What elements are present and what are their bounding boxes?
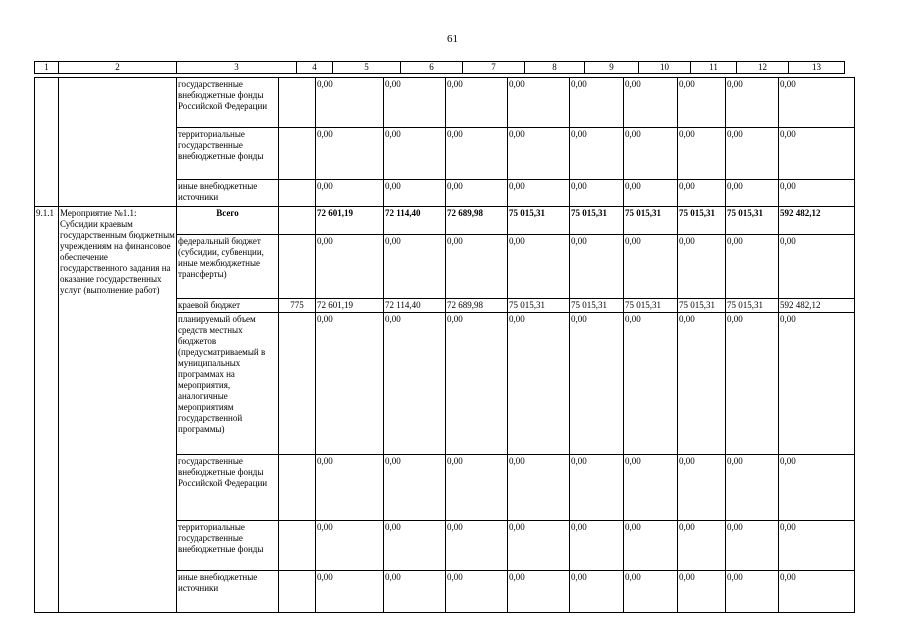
page-number: 61: [447, 33, 458, 45]
value-cell: 0,00: [570, 521, 624, 571]
value-cell: 72 601,19: [316, 207, 384, 235]
table-row: [35, 207, 855, 235]
header-col-1: 1: [35, 62, 59, 74]
value-cell: 0,00: [508, 78, 570, 128]
header-col-9: 9: [585, 62, 639, 74]
budget-code: [279, 180, 316, 207]
value-cell: 0,00: [779, 521, 855, 571]
value-cell: 0,00: [384, 78, 446, 128]
value-cell: 0,00: [779, 78, 855, 128]
value-cell: 0,00: [624, 128, 678, 180]
value-cell: 75 015,31: [726, 207, 779, 235]
measure-number: 9.1.1: [35, 207, 59, 613]
value-cell: 0,00: [316, 180, 384, 207]
value-cell: 0,00: [446, 128, 508, 180]
value-cell: 0,00: [508, 235, 570, 299]
funding-source-label: федеральный бюджет (субсидии, субвенции, иные межбюджетные трансферты): [177, 235, 279, 299]
value-cell: 0,00: [446, 571, 508, 613]
value-cell: 0,00: [624, 521, 678, 571]
value-cell: 75 015,31: [624, 207, 678, 235]
value-cell: 0,00: [446, 235, 508, 299]
budget-code: [279, 235, 316, 299]
funding-source-label: иные внебюджетные источники: [177, 571, 279, 613]
value-cell: 0,00: [508, 521, 570, 571]
continued-number-cell: [35, 78, 59, 207]
value-cell: 0,00: [384, 180, 446, 207]
funding-source-label: государственные внебюджетные фонды Российской Федерации: [177, 78, 279, 128]
value-cell: 0,00: [726, 78, 779, 128]
value-cell: 0,00: [570, 455, 624, 521]
value-cell: 75 015,31: [726, 299, 779, 313]
value-cell: 0,00: [678, 78, 726, 128]
value-cell: 0,00: [446, 78, 508, 128]
value-cell: 0,00: [779, 455, 855, 521]
value-cell: 0,00: [384, 571, 446, 613]
column-number-header: [34, 61, 845, 74]
value-cell: 0,00: [624, 235, 678, 299]
value-cell: 0,00: [726, 455, 779, 521]
value-cell: 0,00: [316, 128, 384, 180]
funding-source-label: планируемый объем средств местных бюджетов (предусматриваемый в муниципальных программах на мероприятия, аналогичные мероприятиям государственной программы): [177, 313, 279, 455]
value-cell: 0,00: [316, 455, 384, 521]
value-cell: 0,00: [624, 571, 678, 613]
continued-name-cell: [59, 78, 177, 207]
funding-source-label: государственные внебюджетные фонды Российской Федерации: [177, 455, 279, 521]
value-cell: 0,00: [508, 455, 570, 521]
budget-code: 775: [279, 299, 316, 313]
value-cell: 0,00: [678, 313, 726, 455]
header-col-4: 4: [297, 62, 333, 74]
value-cell: 0,00: [508, 180, 570, 207]
value-cell: 75 015,31: [508, 299, 570, 313]
value-cell: 72 689,98: [446, 299, 508, 313]
value-cell: 75 015,31: [570, 299, 624, 313]
header-col-12: 12: [737, 62, 789, 74]
header-col-5: 5: [333, 62, 401, 74]
value-cell: 0,00: [316, 571, 384, 613]
value-cell: 72 689,98: [446, 207, 508, 235]
value-cell: 0,00: [678, 521, 726, 571]
value-cell: 0,00: [508, 128, 570, 180]
value-cell: 0,00: [678, 571, 726, 613]
header-col-6: 6: [401, 62, 463, 74]
value-cell: 0,00: [726, 571, 779, 613]
table-row: [35, 78, 855, 128]
value-cell: 0,00: [508, 313, 570, 455]
value-cell: 72 601,19: [316, 299, 384, 313]
funding-source-label: территориальные государственные внебюджетные фонды: [177, 128, 279, 180]
value-cell: 75 015,31: [678, 299, 726, 313]
value-cell: 0,00: [446, 455, 508, 521]
funding-source-label: иные внебюджетные источники: [177, 180, 279, 207]
value-cell: 75 015,31: [508, 207, 570, 235]
header-row: [35, 62, 845, 74]
budget-code: [279, 571, 316, 613]
budget-code: [279, 455, 316, 521]
value-cell: 0,00: [779, 128, 855, 180]
value-cell: 0,00: [624, 455, 678, 521]
value-cell: 0,00: [678, 180, 726, 207]
value-cell: 0,00: [570, 235, 624, 299]
value-cell: 0,00: [678, 455, 726, 521]
value-cell: 0,00: [570, 313, 624, 455]
value-cell: 0,00: [779, 571, 855, 613]
value-cell: 0,00: [726, 180, 779, 207]
value-cell: 0,00: [779, 313, 855, 455]
header-col-13: 13: [789, 62, 845, 74]
budget-code: [279, 521, 316, 571]
header-col-10: 10: [639, 62, 691, 74]
value-cell: 0,00: [726, 128, 779, 180]
value-cell: 0,00: [570, 128, 624, 180]
value-cell: 0,00: [678, 235, 726, 299]
budget-table: [34, 77, 855, 613]
value-cell: 0,00: [384, 521, 446, 571]
header-col-8: 8: [525, 62, 585, 74]
value-cell: 0,00: [726, 235, 779, 299]
header-col-2: 2: [59, 62, 177, 74]
funding-source-label: Всего: [177, 207, 279, 235]
value-cell: 0,00: [384, 128, 446, 180]
value-cell: 75 015,31: [570, 207, 624, 235]
value-cell: 0,00: [624, 180, 678, 207]
value-cell: 0,00: [570, 180, 624, 207]
value-cell: 0,00: [316, 313, 384, 455]
value-cell: 0,00: [316, 521, 384, 571]
value-cell: 0,00: [570, 571, 624, 613]
budget-code: [279, 207, 316, 235]
value-cell: 0,00: [384, 235, 446, 299]
value-cell: 0,00: [508, 571, 570, 613]
funding-source-label: краевой бюджет: [177, 299, 279, 313]
value-cell: 75 015,31: [678, 207, 726, 235]
value-cell: 0,00: [570, 78, 624, 128]
value-cell: 0,00: [316, 235, 384, 299]
budget-code: [279, 128, 316, 180]
value-cell: 0,00: [726, 313, 779, 455]
value-cell: 592 482,12: [779, 207, 855, 235]
value-cell: 0,00: [678, 128, 726, 180]
value-cell: 0,00: [446, 521, 508, 571]
value-cell: 0,00: [446, 313, 508, 455]
value-cell: 0,00: [624, 78, 678, 128]
measure-name: Мероприятие №1.1: Субсидии краевым государственным бюджетным учреждениям на финансовое обеспечение государственного задания на оказание государственных услуг (выполнение работ): [59, 207, 177, 613]
funding-source-label: территориальные государственные внебюджетные фонды: [177, 521, 279, 571]
value-cell: 0,00: [384, 455, 446, 521]
value-cell: 0,00: [779, 235, 855, 299]
header-col-3: 3: [177, 62, 297, 74]
budget-code: [279, 78, 316, 128]
value-cell: 75 015,31: [624, 299, 678, 313]
header-col-7: 7: [463, 62, 525, 74]
header-col-11: 11: [691, 62, 737, 74]
value-cell: 592 482,12: [779, 299, 855, 313]
value-cell: 0,00: [624, 313, 678, 455]
value-cell: 0,00: [384, 313, 446, 455]
value-cell: 72 114,40: [384, 299, 446, 313]
value-cell: 0,00: [316, 78, 384, 128]
budget-code: [279, 313, 316, 455]
value-cell: 72 114,40: [384, 207, 446, 235]
value-cell: 0,00: [446, 180, 508, 207]
value-cell: 0,00: [779, 180, 855, 207]
value-cell: 0,00: [726, 521, 779, 571]
